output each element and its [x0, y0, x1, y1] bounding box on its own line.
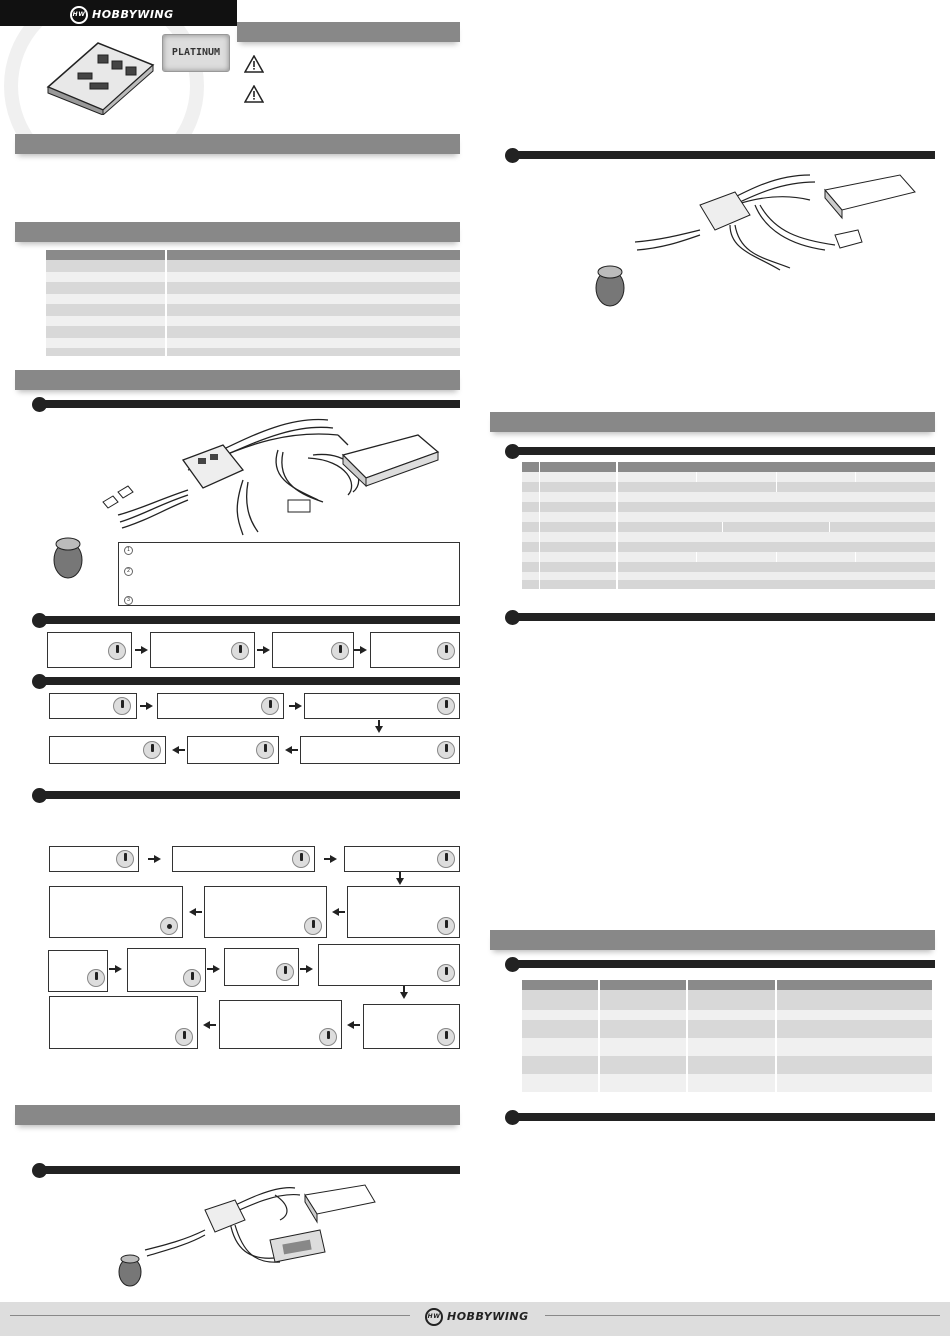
stick-position-icon [437, 697, 455, 715]
sub-bar [513, 613, 935, 621]
table-row [46, 294, 460, 304]
stick-position-icon [276, 963, 294, 981]
section-bar-settings [490, 412, 935, 432]
platinum-badge: PLATINUM [162, 34, 230, 72]
stick-position-icon [108, 642, 126, 660]
specs-table [46, 250, 460, 356]
footer-divider [10, 1315, 410, 1316]
flow-step-box [49, 693, 137, 719]
flow-step-box [150, 632, 255, 668]
warning-icon [244, 85, 264, 103]
flow-arrow-icon [263, 646, 270, 654]
sub-bar [40, 616, 460, 624]
sub-bar [513, 151, 935, 159]
flow-arrow-icon [330, 855, 337, 863]
flow-step-box [49, 886, 183, 938]
flow-arrow-icon [146, 702, 153, 710]
flow-step-box [49, 996, 198, 1049]
flow-step-box [49, 846, 139, 872]
section-bar-connections [15, 370, 460, 390]
sub-bar [40, 677, 460, 685]
table-row [46, 282, 460, 294]
stick-position-icon [437, 850, 455, 868]
flow-step-box [224, 948, 299, 986]
stick-position-icon [437, 917, 455, 935]
flow-step-box [363, 1004, 460, 1049]
brand-logo-mark: HW [70, 6, 88, 24]
stick-position-icon [437, 741, 455, 759]
wiring-notes-box [118, 542, 460, 606]
flow-step-box [47, 632, 132, 668]
flow-step-box [347, 886, 460, 938]
esc-product-image [38, 35, 158, 115]
table-row [46, 304, 460, 316]
stick-position-icon [261, 697, 279, 715]
table-row [46, 348, 460, 356]
table-divider [165, 250, 167, 356]
flow-step-box [304, 693, 460, 719]
flow-step-box [370, 632, 460, 668]
protection-table [522, 980, 932, 1092]
flow-step-box [204, 886, 327, 938]
stick-center-icon [160, 917, 178, 935]
brand-logo-text: HOBBYWING [92, 8, 174, 21]
header-bar [0, 0, 237, 26]
flow-step-box [172, 846, 315, 872]
stick-position-icon [256, 741, 274, 759]
footer-logo-text: HOBBYWING [447, 1310, 529, 1323]
stick-position-icon [292, 850, 310, 868]
footer-divider [545, 1315, 940, 1316]
stick-position-icon [113, 697, 131, 715]
flow-arrow-icon [115, 965, 122, 973]
flow-step-box [187, 736, 279, 764]
sub-bar [513, 1113, 935, 1121]
sub-bar [513, 960, 935, 968]
warning-icon [244, 55, 264, 73]
table-header [46, 250, 460, 260]
stick-position-icon [87, 969, 105, 987]
table-row [46, 326, 460, 338]
flow-step-box [127, 948, 206, 992]
note-marker: 1 [124, 546, 133, 555]
settings-table [522, 462, 935, 589]
stick-position-icon [304, 917, 322, 935]
flow-arrow-icon [141, 646, 148, 654]
flow-arrow-icon [189, 908, 196, 916]
table-row [46, 272, 460, 282]
brand-logo [70, 6, 174, 24]
flow-arrow-icon [332, 908, 339, 916]
table-row [46, 316, 460, 326]
flow-step-box [318, 944, 460, 986]
sub-bar [513, 447, 935, 455]
note-marker: 3 [124, 596, 133, 605]
flow-arrow-icon [400, 992, 408, 999]
stick-position-icon [319, 1028, 337, 1046]
stick-position-icon [437, 642, 455, 660]
stick-position-icon [437, 964, 455, 982]
section-bar-protection [490, 930, 935, 950]
table-row [46, 260, 460, 272]
flow-step-box [300, 736, 460, 764]
stick-position-icon [437, 1028, 455, 1046]
stick-position-icon [183, 969, 201, 987]
footer-logo [425, 1308, 529, 1326]
section-bar-specifications [15, 222, 460, 242]
flow-arrow-icon [203, 1021, 210, 1029]
wiring-diagram-alt [580, 170, 920, 315]
flow-arrow-icon [172, 746, 179, 754]
section-bar-programming [15, 1105, 460, 1125]
sub-bar [40, 791, 460, 799]
sub-bar [40, 1166, 460, 1174]
stick-position-icon [231, 642, 249, 660]
stick-position-icon [143, 741, 161, 759]
flow-step-box [49, 736, 166, 764]
stick-position-icon [116, 850, 134, 868]
flow-step-box [272, 632, 354, 668]
section-bar-introduction [15, 134, 460, 154]
flow-arrow-icon [396, 878, 404, 885]
flow-arrow-icon [154, 855, 161, 863]
flow-step-box [48, 950, 108, 992]
sub-bar [40, 400, 460, 408]
flow-arrow-icon [285, 746, 292, 754]
flow-arrow-icon [360, 646, 367, 654]
flow-step-box [344, 846, 460, 872]
section-bar-warnings [237, 22, 460, 42]
flow-arrow-icon [295, 702, 302, 710]
table-row [46, 338, 460, 348]
program-card-diagram [105, 1180, 405, 1295]
flow-arrow-icon [213, 965, 220, 973]
flow-step-box [157, 693, 284, 719]
flow-arrow-icon [347, 1021, 354, 1029]
flow-step-box [219, 1000, 342, 1049]
stick-position-icon [331, 642, 349, 660]
footer-logo-mark: HW [425, 1308, 443, 1326]
stick-position-icon [175, 1028, 193, 1046]
flow-arrow-icon [375, 726, 383, 733]
note-marker: 2 [124, 567, 133, 576]
flow-arrow-icon [306, 965, 313, 973]
